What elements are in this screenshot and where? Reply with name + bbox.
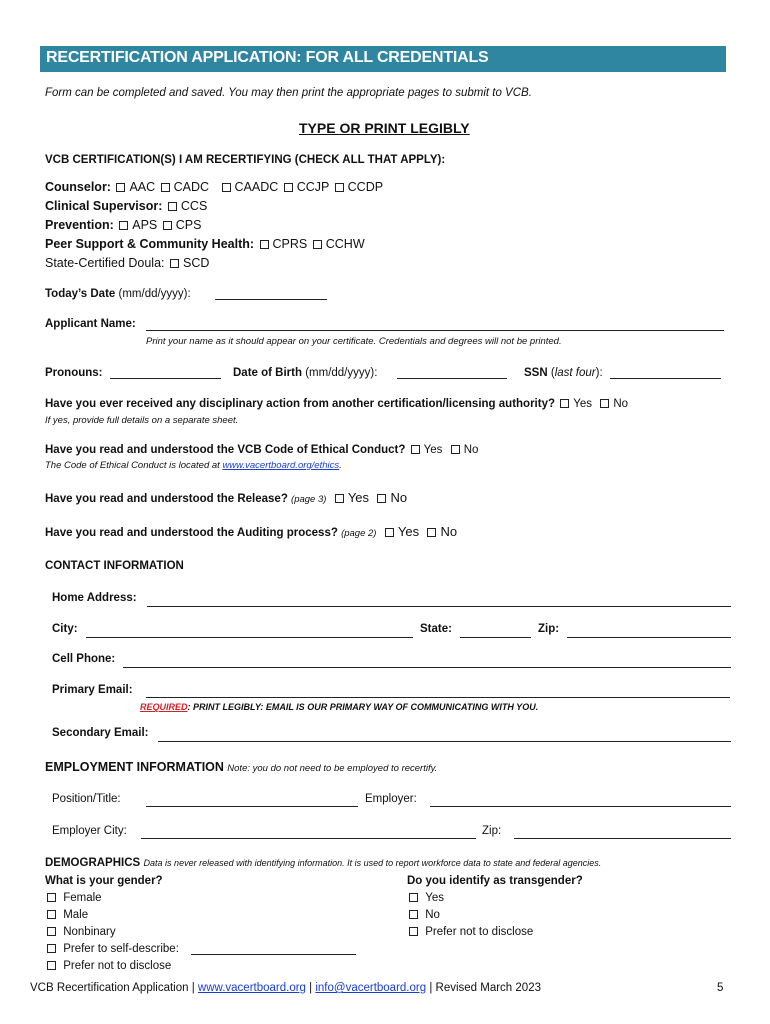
pronouns-label: Pronouns: [45,367,103,379]
ethics-note: The Code of Ethical Conduct is located at www.vacertboard.org/ethics. [45,460,342,471]
auditing-no-checkbox[interactable] [427,528,436,537]
ethics-question: Have you read and understood the VCB Code of Ethical Conduct? [45,444,406,456]
gender-nonbinary-checkbox[interactable] [47,927,56,936]
employer-zip-field[interactable] [514,838,731,839]
state-label: State: [420,623,452,635]
auditing-yes-checkbox[interactable] [385,528,394,537]
todays-date-label [45,288,191,300]
trans-option-no [407,909,440,921]
disciplinary-yes-label: Yes [573,398,592,410]
employment-heading-row [45,760,437,774]
page-number: 5 [717,982,724,994]
position-label: Position/Title: [52,793,121,805]
cell-phone-field[interactable] [123,667,731,668]
disciplinary-row [45,398,628,410]
state-field[interactable] [460,637,531,638]
release-row [45,490,407,505]
gender-female-checkbox[interactable] [47,893,56,902]
checkbox-aac[interactable] [116,183,125,192]
applicant-name-field[interactable] [146,330,724,331]
checkbox-cps[interactable] [163,221,172,230]
option-ccjp: CCJP [296,180,330,194]
demographics-heading-row [45,855,601,869]
employer-zip-label: Zip: [482,825,502,837]
option-caadc: CAADC [234,180,279,194]
peer-support-label: Peer Support & Community Health: [45,237,255,251]
gender-nonbinary-label: Nonbinary [63,926,116,938]
checkbox-cadc[interactable] [161,183,170,192]
doula-label: State-Certified Doula: [45,256,165,270]
ethics-yes-checkbox[interactable] [411,445,420,454]
gender-male-checkbox[interactable] [47,910,56,919]
home-address-label: Home Address: [52,592,137,604]
ethics-yes-label: Yes [423,444,443,456]
gender-option-self-describe [45,943,179,955]
dob-field[interactable] [397,378,507,379]
ethics-link[interactable]: www.vacertboard.org/ethics [222,460,340,471]
pronouns-field[interactable] [110,378,221,379]
gender-option-nonbinary [45,926,116,938]
certifications-heading: VCB CERTIFICATION(S) I AM RECERTIFYING (CHECK ALL THAT APPLY): [45,154,446,166]
checkbox-scd[interactable] [170,259,179,268]
supervisor-label: Clinical Supervisor: [45,199,163,213]
gender-option-female [45,892,102,904]
auditing-row [45,524,457,539]
gender-self-describe-field[interactable] [191,954,356,955]
option-cchw: CCHW [325,237,365,251]
gender-option-male [45,909,88,921]
applicant-name-note: Print your name as it should appear on your certificate. Credentials and degrees will not be printed. [146,336,562,347]
cell-phone-label: Cell Phone: [52,653,116,665]
supervisor-row [45,199,207,213]
auditing-page: (page 2) [341,528,377,539]
employer-city-label: Employer City: [52,825,127,837]
prevention-row [45,218,201,232]
doula-row [45,256,209,270]
demographics-note: Data is never released with identifying information. It is used to report workforce data to state and federal agencies. [143,858,602,868]
disciplinary-no-label: No [613,398,629,410]
release-yes-checkbox[interactable] [335,494,344,503]
gender-prefer-not-label: Prefer not to disclose [63,960,172,972]
required-note-text: : PRINT LEGIBLY: EMAIL IS OUR PRIMARY WAY OF COMMUNICATING WITH YOU. [187,702,539,712]
disciplinary-no-checkbox[interactable] [600,399,609,408]
dob-text: Date of Birth [233,367,302,379]
option-scd: SCD [183,256,210,270]
employment-heading: EMPLOYMENT INFORMATION [45,760,224,774]
gender-question: What is your gender? [45,875,163,887]
applicant-name-label: Applicant Name: [45,318,136,330]
secondary-email-field[interactable] [158,741,731,742]
option-ccdp: CCDP [347,180,384,194]
ssn-hint: last four [554,367,596,379]
dob-hint: (mm/dd/yyyy): [305,367,378,379]
ssn-text: SSN [524,367,548,379]
release-no-label: No [390,490,408,505]
disciplinary-question: Have you ever received any disciplinary action from another certification/licensing authority? [45,398,555,410]
prevention-label: Prevention: [45,218,114,232]
disciplinary-yes-checkbox[interactable] [560,399,569,408]
dob-label [233,367,377,379]
employment-note: Note: you do not need to be employed to recertify. [227,763,438,774]
checkbox-aps[interactable] [119,221,128,230]
trans-no-label: No [425,909,440,921]
release-question: Have you read and understood the Release? [45,493,288,505]
todays-date-field[interactable] [215,299,327,300]
gender-option-prefer-not [45,960,171,972]
contact-heading: CONTACT INFORMATION [45,560,184,572]
demographics-heading: DEMOGRAPHICS [45,857,141,869]
option-cprs: CPRS [272,237,308,251]
option-aac: AAC [129,180,156,194]
ethics-note-text: The Code of Ethical Conduct is located at [45,460,220,471]
ethics-no-label: No [463,444,479,456]
gender-prefer-not-checkbox[interactable] [47,961,56,970]
footer-separator: | [309,982,313,994]
auditing-question: Have you read and understood the Auditing process? [45,527,338,539]
trans-prefer-not-label: Prefer not to disclose [425,926,534,938]
footer-email-link[interactable]: info@vacertboard.org [315,982,427,994]
trans-yes-label: Yes [425,892,444,904]
ssn-label: SSN (last four): [524,367,603,379]
employer-city-field[interactable] [141,838,476,839]
gender-self-describe-checkbox[interactable] [47,944,56,953]
zip-label: Zip: [538,623,560,635]
primary-email-label: Primary Email: [52,684,133,696]
gender-female-label: Female [63,892,102,904]
checkbox-caadc[interactable] [222,183,231,192]
trans-option-prefer-not [407,926,533,938]
gender-male-label: Male [63,909,89,921]
type-or-print-heading: TYPE OR PRINT LEGIBLY [299,120,470,136]
ssn-field[interactable] [610,378,721,379]
counselor-row [45,180,383,194]
option-cps: CPS [175,218,202,232]
footer-revised: | Revised March 2023 [429,982,541,994]
disciplinary-note: If yes, provide full details on a separate sheet. [45,415,239,426]
checkbox-ccs[interactable] [168,202,177,211]
auditing-no-label: No [440,524,458,539]
zip-field[interactable] [567,637,731,638]
footer-website-link[interactable]: www.vacertboard.org [197,982,306,994]
trans-no-checkbox[interactable] [409,910,418,919]
primary-email-note [140,702,538,712]
checkbox-cprs[interactable] [260,240,269,249]
counselor-label: Counselor: [45,180,111,194]
option-cadc: CADC [173,180,210,194]
todays-date-hint: (mm/dd/yyyy): [118,288,191,300]
ethics-no-checkbox[interactable] [451,445,460,454]
city-field[interactable] [86,637,413,638]
checkbox-cchw[interactable] [313,240,322,249]
option-ccs: CCS [180,199,208,213]
transgender-question: Do you identify as transgender? [407,875,583,887]
auditing-yes-label: Yes [397,524,420,539]
todays-date-text: Today’s Date [45,288,116,300]
ethics-row [45,444,478,456]
peer-support-row [45,237,365,251]
release-page: (page 3) [291,494,327,505]
gender-self-describe-label: Prefer to self-describe: [63,943,179,955]
footer-app-name: VCB Recertification Application | [30,982,195,994]
secondary-email-label: Secondary Email: [52,727,149,739]
release-no-checkbox[interactable] [377,494,386,503]
trans-option-yes [407,892,444,904]
position-field[interactable] [146,806,358,807]
option-aps: APS [132,218,158,232]
home-address-field[interactable] [147,606,731,607]
city-label: City: [52,623,78,635]
form-title: RECERTIFICATION APPLICATION: FOR ALL CREDENTIALS [40,46,726,72]
trans-yes-checkbox[interactable] [409,893,418,902]
employer-field[interactable] [430,806,731,807]
primary-email-field[interactable] [146,697,730,698]
intro-text: Form can be completed and saved. You may then print the appropriate pages to submit to VCB. [45,87,532,99]
release-yes-label: Yes [347,490,370,505]
employer-label: Employer: [365,793,417,805]
required-tag: REQUIRED [140,702,188,712]
checkbox-ccjp[interactable] [284,183,293,192]
trans-prefer-not-checkbox[interactable] [409,927,418,936]
checkbox-ccdp[interactable] [335,183,344,192]
footer [30,982,541,994]
